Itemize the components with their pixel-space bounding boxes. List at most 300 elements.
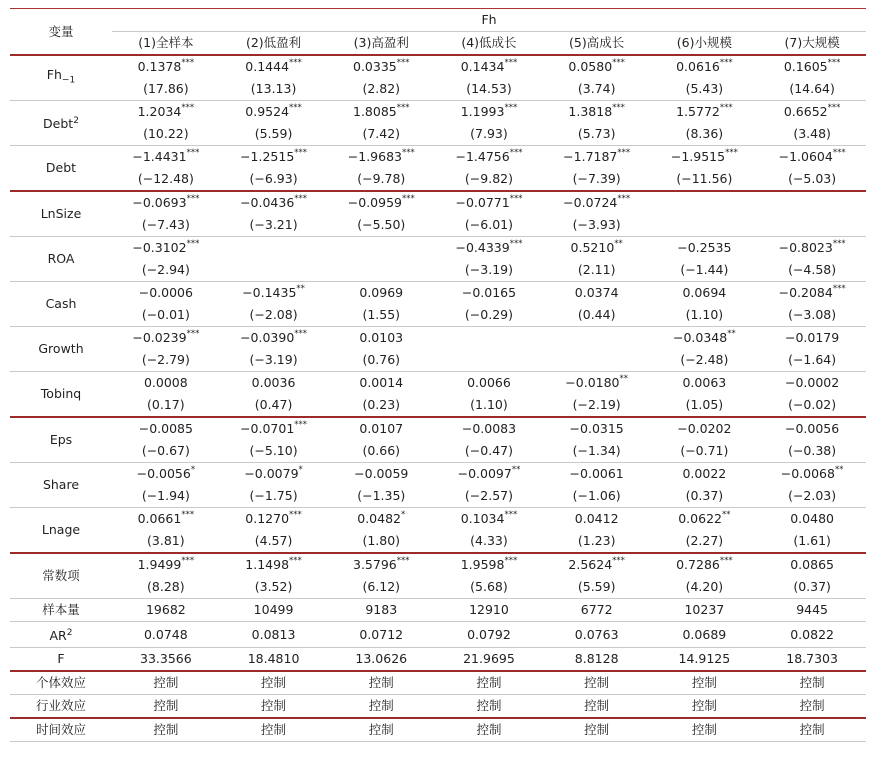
significance-stars: *** bbox=[504, 103, 518, 113]
coefficient-value: −1.9683 bbox=[347, 149, 402, 164]
significance-stars: *** bbox=[827, 58, 841, 68]
coefficient-value: 0.1605 bbox=[783, 59, 828, 74]
stat-value: 12910 bbox=[435, 599, 543, 622]
stat-value: 控制 bbox=[112, 718, 220, 742]
coefficient-value: 0.0969 bbox=[359, 285, 404, 300]
coefficient-value: −0.0056 bbox=[785, 421, 840, 436]
coefficient-cell bbox=[112, 463, 220, 486]
coefficient-value: 0.5210 bbox=[570, 240, 615, 255]
significance-stars: *** bbox=[294, 194, 308, 204]
coefficient-value: −0.0693 bbox=[132, 195, 187, 210]
coefficient-cell bbox=[543, 372, 651, 395]
coefficient-value: 0.1434 bbox=[460, 59, 505, 74]
stat-value: 控制 bbox=[220, 718, 328, 742]
coefficient-cell bbox=[112, 146, 220, 169]
coefficient-cell bbox=[112, 553, 220, 576]
stat-value: 0.0792 bbox=[435, 622, 543, 648]
t-stat-cell: (−1.94) bbox=[112, 485, 220, 508]
variable-label: Cash bbox=[45, 296, 77, 311]
variable-name bbox=[10, 146, 112, 192]
coefficient-value: 1.1498 bbox=[245, 557, 290, 572]
stat-superscript: 2 bbox=[66, 628, 73, 638]
header-column-5: (5)高成长 bbox=[543, 32, 651, 56]
coefficient-value: 0.1270 bbox=[245, 511, 290, 526]
header-column-4: (4)低成长 bbox=[435, 32, 543, 56]
significance-stars: *** bbox=[832, 148, 846, 158]
coefficient-cell bbox=[543, 55, 651, 78]
coefficient-value: −0.0315 bbox=[569, 421, 624, 436]
coefficient-cell bbox=[327, 327, 435, 350]
variable-subscript: −1 bbox=[61, 75, 76, 86]
coefficient-cell bbox=[220, 372, 328, 395]
stat-label: 行业效应 bbox=[35, 698, 86, 714]
t-stat-row bbox=[10, 485, 866, 508]
significance-stars: *** bbox=[725, 148, 738, 158]
variable-name bbox=[10, 237, 112, 282]
coefficient-value: −1.4756 bbox=[455, 149, 510, 164]
t-stat-cell: (−0.38) bbox=[758, 440, 866, 463]
t-stat-cell: (1.55) bbox=[327, 304, 435, 327]
coefficient-cell bbox=[435, 237, 543, 260]
significance-stars: * bbox=[401, 510, 406, 520]
t-stat-cell: (4.57) bbox=[220, 530, 328, 553]
coefficient-cell bbox=[758, 282, 866, 305]
coefficient-value: 0.0107 bbox=[359, 421, 404, 436]
coefficient-cell bbox=[220, 282, 328, 305]
t-stat-cell: (−6.01) bbox=[435, 214, 543, 237]
coefficient-cell bbox=[543, 237, 651, 260]
coefficient-cell bbox=[758, 553, 866, 576]
coefficient-cell bbox=[435, 417, 543, 440]
coefficient-cell bbox=[435, 463, 543, 486]
coefficient-cell bbox=[435, 55, 543, 78]
t-stat-cell: (3.81) bbox=[112, 530, 220, 553]
coefficient-cell bbox=[543, 417, 651, 440]
coefficient-cell bbox=[112, 55, 220, 78]
t-stat-cell: (14.53) bbox=[435, 78, 543, 101]
coefficient-value: 0.0103 bbox=[359, 330, 404, 345]
stat-value: 控制 bbox=[435, 671, 543, 695]
coefficient-value: 0.0412 bbox=[574, 511, 619, 526]
t-stat-row bbox=[10, 259, 866, 282]
t-stat-cell bbox=[327, 259, 435, 282]
coefficient-cell bbox=[651, 237, 759, 260]
header-column-6: (6)小规模 bbox=[651, 32, 759, 56]
variable-label: Lnage bbox=[41, 522, 81, 537]
coefficient-value: 0.0616 bbox=[676, 59, 720, 74]
t-stat-cell: (1.10) bbox=[435, 394, 543, 417]
coefficient-cell bbox=[327, 508, 435, 531]
coefficient-value: 1.3818 bbox=[568, 104, 613, 119]
coefficient-cell bbox=[435, 101, 543, 124]
t-stat-cell: (−1.34) bbox=[543, 440, 651, 463]
t-stat-cell: (−1.35) bbox=[327, 485, 435, 508]
coefficient-value: 0.0335 bbox=[353, 59, 397, 74]
variable-label: 常数项 bbox=[42, 568, 80, 583]
significance-stars: *** bbox=[181, 510, 195, 520]
coefficient-value: −1.2515 bbox=[240, 149, 295, 164]
variable-name bbox=[10, 55, 112, 101]
coefficient-cell bbox=[543, 463, 651, 486]
t-stat-cell: (0.76) bbox=[327, 349, 435, 372]
stat-value: 8.8128 bbox=[543, 648, 651, 672]
t-stat-cell: (5.59) bbox=[543, 576, 651, 599]
t-stat-cell: (−4.58) bbox=[758, 259, 866, 282]
significance-stars: *** bbox=[832, 239, 846, 249]
coefficient-value: −0.0002 bbox=[785, 375, 840, 390]
significance-stars: *** bbox=[827, 103, 841, 113]
stat-value: 控制 bbox=[651, 671, 759, 695]
regression-table bbox=[10, 8, 866, 742]
coefficient-value: −0.0165 bbox=[461, 285, 517, 300]
header-column-1: (1)全样本 bbox=[112, 32, 220, 56]
coefficient-value: 0.1444 bbox=[245, 59, 290, 74]
significance-stars: *** bbox=[832, 284, 846, 294]
coefficient-cell bbox=[758, 508, 866, 531]
t-stat-row bbox=[10, 78, 866, 101]
t-stat-cell: (13.13) bbox=[220, 78, 328, 101]
coefficient-cell bbox=[112, 237, 220, 260]
t-stat-cell: (3.74) bbox=[543, 78, 651, 101]
coefficient-value: −0.0436 bbox=[240, 195, 295, 210]
variable-label: Debt bbox=[43, 116, 74, 132]
stat-value: 0.0822 bbox=[758, 622, 866, 648]
variable-name bbox=[10, 508, 112, 554]
coefficient-cell bbox=[112, 372, 220, 395]
stat-value: 19682 bbox=[112, 599, 220, 622]
t-stat-cell: (−0.71) bbox=[651, 440, 759, 463]
t-stat-cell: (2.11) bbox=[543, 259, 651, 282]
coefficient-cell bbox=[220, 327, 328, 350]
coefficient-cell bbox=[543, 553, 651, 576]
t-stat-cell: (4.20) bbox=[651, 576, 759, 599]
coefficient-cell bbox=[651, 146, 759, 169]
coefficient-value: −1.0604 bbox=[778, 149, 833, 164]
coefficient-cell bbox=[758, 146, 866, 169]
coef-row bbox=[10, 191, 866, 214]
significance-stars: * bbox=[190, 465, 196, 475]
coef-row bbox=[10, 237, 866, 260]
significance-stars: *** bbox=[181, 556, 195, 566]
t-stat-cell: (−1.44) bbox=[651, 259, 759, 282]
coefficient-value: −1.7187 bbox=[563, 149, 618, 164]
t-stat-cell: (−3.93) bbox=[543, 214, 651, 237]
coefficient-cell bbox=[651, 508, 759, 531]
t-stat-cell: (6.12) bbox=[327, 576, 435, 599]
coef-row bbox=[10, 282, 866, 305]
t-stat-cell: (0.17) bbox=[112, 394, 220, 417]
t-stat-cell: (−2.03) bbox=[758, 485, 866, 508]
t-stat-cell: (−2.94) bbox=[112, 259, 220, 282]
coefficient-value: −0.0771 bbox=[455, 195, 510, 210]
significance-stars: *** bbox=[289, 556, 302, 566]
significance-stars: *** bbox=[294, 329, 308, 339]
t-stat-cell: (10.22) bbox=[112, 123, 220, 146]
t-stat-cell: (−0.29) bbox=[435, 304, 543, 327]
t-stat-row bbox=[10, 530, 866, 553]
stat-name bbox=[10, 671, 112, 695]
stat-value: 控制 bbox=[327, 671, 435, 695]
significance-stars: ** bbox=[619, 374, 629, 384]
t-stat-cell: (0.37) bbox=[651, 485, 759, 508]
variable-name bbox=[10, 101, 112, 146]
stat-name bbox=[10, 622, 112, 648]
coef-row bbox=[10, 146, 866, 169]
coefficient-cell bbox=[435, 282, 543, 305]
coefficient-cell bbox=[543, 191, 651, 214]
t-stat-cell bbox=[651, 214, 759, 237]
variable-label: Tobinq bbox=[40, 386, 82, 401]
stat-name bbox=[10, 648, 112, 672]
coef-row bbox=[10, 327, 866, 350]
stat-value: 18.4810 bbox=[220, 648, 328, 672]
coefficient-cell bbox=[220, 508, 328, 531]
stat-row bbox=[10, 648, 866, 672]
coefficient-value: −0.4339 bbox=[455, 240, 510, 255]
coefficient-value: 0.1378 bbox=[137, 59, 182, 74]
t-stat-row bbox=[10, 214, 866, 237]
stat-label: F bbox=[57, 651, 65, 667]
coefficient-cell bbox=[651, 101, 759, 124]
stat-label: AR bbox=[49, 628, 67, 644]
t-stat-cell: (7.42) bbox=[327, 123, 435, 146]
stat-value: 10237 bbox=[651, 599, 759, 622]
t-stat-row bbox=[10, 440, 866, 463]
variable-label: Fh bbox=[46, 67, 62, 83]
stat-value: 控制 bbox=[220, 671, 328, 695]
coefficient-cell bbox=[435, 372, 543, 395]
coefficient-value: 0.0374 bbox=[574, 285, 619, 300]
t-stat-cell: (0.47) bbox=[220, 394, 328, 417]
coefficient-value: 0.0482 bbox=[357, 511, 401, 526]
t-stat-cell: (7.93) bbox=[435, 123, 543, 146]
t-stat-cell: (0.66) bbox=[327, 440, 435, 463]
t-stat-cell: (1.61) bbox=[758, 530, 866, 553]
coefficient-cell bbox=[327, 282, 435, 305]
t-stat-row bbox=[10, 576, 866, 599]
coefficient-cell bbox=[435, 508, 543, 531]
coefficient-value: −0.0202 bbox=[677, 421, 732, 436]
variable-name bbox=[10, 191, 112, 237]
coefficient-value: −0.2084 bbox=[778, 285, 833, 300]
coefficient-cell bbox=[651, 55, 759, 78]
stat-value: 6772 bbox=[543, 599, 651, 622]
coefficient-value: 0.0694 bbox=[682, 285, 727, 300]
significance-stars: *** bbox=[612, 556, 625, 566]
stat-value: 21.9695 bbox=[435, 648, 543, 672]
variable-name bbox=[10, 417, 112, 463]
coefficient-value: 1.9598 bbox=[460, 557, 505, 572]
significance-stars: *** bbox=[181, 58, 195, 68]
t-stat-cell: (3.52) bbox=[220, 576, 328, 599]
coefficient-cell bbox=[220, 101, 328, 124]
coefficient-value: −0.0006 bbox=[138, 285, 193, 300]
stat-name bbox=[10, 599, 112, 622]
coefficient-value: −1.9515 bbox=[670, 149, 726, 164]
variable-name bbox=[10, 553, 112, 599]
t-stat-cell: (4.33) bbox=[435, 530, 543, 553]
significance-stars: *** bbox=[719, 103, 733, 113]
coefficient-cell bbox=[435, 146, 543, 169]
header-variable: 变量 bbox=[10, 9, 112, 56]
t-stat-cell: (2.82) bbox=[327, 78, 435, 101]
t-stat-cell bbox=[543, 349, 651, 372]
t-stat-cell: (1.05) bbox=[651, 394, 759, 417]
stat-value: 9445 bbox=[758, 599, 866, 622]
coefficient-value: −0.0097 bbox=[457, 466, 512, 481]
coefficient-value: −0.0724 bbox=[563, 195, 618, 210]
coefficient-value: −0.0959 bbox=[347, 195, 402, 210]
stat-value: 0.0813 bbox=[220, 622, 328, 648]
coefficient-cell bbox=[220, 553, 328, 576]
stat-value: 9183 bbox=[327, 599, 435, 622]
t-stat-cell: (−1.06) bbox=[543, 485, 651, 508]
coef-row bbox=[10, 553, 866, 576]
coefficient-cell bbox=[327, 553, 435, 576]
coefficient-cell bbox=[112, 417, 220, 440]
coef-row bbox=[10, 55, 866, 78]
significance-stars: *** bbox=[509, 239, 523, 249]
significance-stars: *** bbox=[719, 556, 733, 566]
significance-stars: *** bbox=[617, 194, 631, 204]
t-stat-cell: (−9.82) bbox=[435, 168, 543, 191]
t-stat-cell: (−2.19) bbox=[543, 394, 651, 417]
coefficient-value: −1.4431 bbox=[132, 149, 187, 164]
coefficient-value: 1.5772 bbox=[676, 104, 720, 119]
coefficient-cell bbox=[543, 508, 651, 531]
t-stat-cell: (1.23) bbox=[543, 530, 651, 553]
stat-value: 控制 bbox=[651, 718, 759, 742]
coefficient-value: −0.0079 bbox=[244, 466, 299, 481]
stat-name bbox=[10, 718, 112, 742]
stat-value: 控制 bbox=[758, 671, 866, 695]
coefficient-cell bbox=[758, 55, 866, 78]
coefficient-cell bbox=[758, 417, 866, 440]
stat-value: 14.9125 bbox=[651, 648, 759, 672]
t-stat-row bbox=[10, 168, 866, 191]
coefficient-cell bbox=[651, 282, 759, 305]
coefficient-value: 0.9524 bbox=[245, 104, 290, 119]
coefficient-cell bbox=[220, 463, 328, 486]
significance-stars: *** bbox=[396, 58, 410, 68]
coefficient-cell bbox=[651, 553, 759, 576]
t-stat-cell: (14.64) bbox=[758, 78, 866, 101]
t-stat-cell: (8.28) bbox=[112, 576, 220, 599]
stat-value: 0.0763 bbox=[543, 622, 651, 648]
coefficient-value: 3.5796 bbox=[353, 557, 397, 572]
significance-stars: *** bbox=[504, 510, 518, 520]
header-column-2: (2)低盈利 bbox=[220, 32, 328, 56]
coefficient-cell bbox=[327, 237, 435, 260]
coefficient-cell bbox=[543, 101, 651, 124]
coefficient-value: 0.0022 bbox=[682, 466, 727, 481]
coefficient-value: 0.0661 bbox=[137, 511, 182, 526]
coefficient-cell bbox=[651, 327, 759, 350]
coefficient-value: −0.3102 bbox=[132, 240, 187, 255]
coefficient-cell bbox=[543, 282, 651, 305]
stat-value: 0.0748 bbox=[112, 622, 220, 648]
coefficient-value: −0.2535 bbox=[677, 240, 732, 255]
significance-stars: *** bbox=[401, 194, 415, 204]
coefficient-cell bbox=[112, 282, 220, 305]
variable-label: Share bbox=[42, 477, 80, 492]
significance-stars: *** bbox=[289, 510, 302, 520]
coefficient-cell bbox=[758, 101, 866, 124]
stat-value: 10499 bbox=[220, 599, 328, 622]
coefficient-cell bbox=[220, 146, 328, 169]
coefficient-cell bbox=[220, 237, 328, 260]
coefficient-value: 0.0622 bbox=[678, 511, 722, 526]
header-dependent: Fh bbox=[112, 9, 866, 32]
significance-stars: *** bbox=[612, 58, 625, 68]
t-stat-cell: (−5.10) bbox=[220, 440, 328, 463]
coef-row bbox=[10, 101, 866, 124]
coefficient-cell bbox=[758, 191, 866, 214]
variable-label: ROA bbox=[47, 251, 75, 266]
t-stat-cell: (17.86) bbox=[112, 78, 220, 101]
t-stat-cell: (−9.78) bbox=[327, 168, 435, 191]
significance-stars: * bbox=[298, 465, 303, 475]
t-stat-cell: (8.36) bbox=[651, 123, 759, 146]
t-stat-cell: (−2.79) bbox=[112, 349, 220, 372]
t-stat-row bbox=[10, 123, 866, 146]
t-stat-cell: (3.48) bbox=[758, 123, 866, 146]
stat-label: 个体效应 bbox=[35, 675, 86, 691]
t-stat-cell: (−12.48) bbox=[112, 168, 220, 191]
coefficient-cell bbox=[543, 327, 651, 350]
significance-stars: ** bbox=[296, 284, 305, 294]
coefficient-cell bbox=[220, 417, 328, 440]
significance-stars: *** bbox=[294, 420, 308, 430]
significance-stars: ** bbox=[721, 510, 731, 520]
coefficient-value: 1.1993 bbox=[460, 104, 505, 119]
t-stat-cell: (0.37) bbox=[758, 576, 866, 599]
coefficient-cell bbox=[327, 101, 435, 124]
coefficient-value: 1.8085 bbox=[353, 104, 397, 119]
stat-value: 控制 bbox=[543, 718, 651, 742]
stat-value: 13.0626 bbox=[327, 648, 435, 672]
coefficient-value: 0.0008 bbox=[143, 375, 188, 390]
significance-stars: *** bbox=[294, 148, 308, 158]
coefficient-value: 0.0865 bbox=[790, 557, 834, 572]
significance-stars: *** bbox=[396, 556, 410, 566]
coefficient-value: 0.0480 bbox=[790, 511, 834, 526]
t-stat-cell: (−2.48) bbox=[651, 349, 759, 372]
t-stat-cell: (−7.39) bbox=[543, 168, 651, 191]
t-stat-cell: (5.68) bbox=[435, 576, 543, 599]
coefficient-cell bbox=[543, 146, 651, 169]
coef-row bbox=[10, 508, 866, 531]
variable-label: Growth bbox=[38, 341, 84, 356]
significance-stars: ** bbox=[614, 239, 623, 249]
variable-name bbox=[10, 372, 112, 418]
coefficient-value: −0.8023 bbox=[778, 240, 833, 255]
variable-label: Debt bbox=[45, 160, 77, 175]
header-column-7: (7)大规模 bbox=[758, 32, 866, 56]
significance-stars: *** bbox=[509, 194, 523, 204]
coefficient-cell bbox=[220, 55, 328, 78]
t-stat-cell: (−0.01) bbox=[112, 304, 220, 327]
stat-value: 控制 bbox=[327, 718, 435, 742]
significance-stars: ** bbox=[727, 329, 736, 339]
coefficient-value: −0.0179 bbox=[785, 330, 840, 345]
coefficient-value: 0.6652 bbox=[783, 104, 828, 119]
t-stat-cell bbox=[435, 349, 543, 372]
coefficient-value: −0.0348 bbox=[673, 330, 728, 345]
coefficient-value: −0.0056 bbox=[136, 466, 191, 481]
significance-stars: *** bbox=[289, 103, 302, 113]
coefficient-cell bbox=[435, 191, 543, 214]
